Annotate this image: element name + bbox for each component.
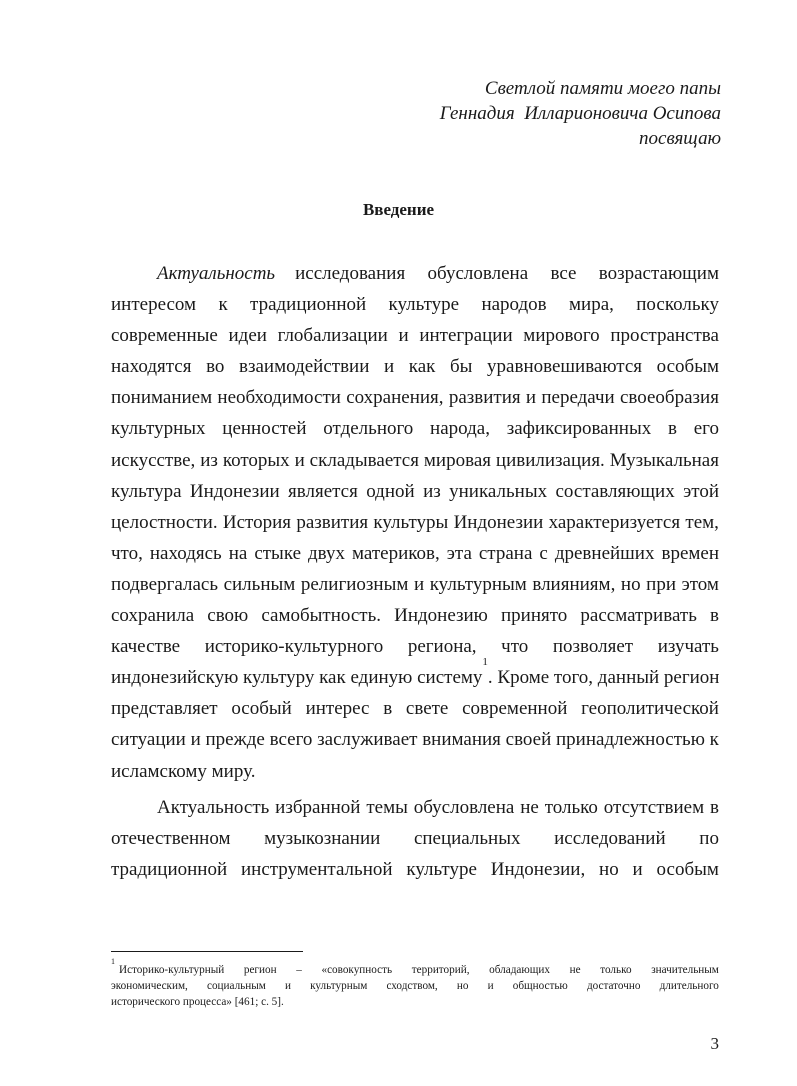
text-line	[111, 693, 719, 724]
word: находясь	[149, 542, 222, 564]
word: этой	[683, 480, 719, 502]
word: из	[200, 449, 218, 471]
word: качестве	[111, 636, 181, 658]
word: народа,	[430, 418, 490, 440]
word: характеризуется	[548, 511, 681, 533]
word: времен	[661, 542, 719, 564]
word: одной	[366, 480, 415, 502]
paragraph-end: исламскому миру.	[111, 760, 256, 782]
word: История	[222, 511, 292, 533]
word: сохранила	[111, 605, 195, 627]
word: длительного	[659, 980, 719, 992]
word: бы	[450, 356, 473, 378]
word: при	[646, 573, 676, 595]
word: не	[520, 796, 539, 818]
word: Индонезии	[189, 480, 280, 502]
word: зафиксированных	[506, 418, 652, 440]
word: своей	[505, 729, 552, 751]
footnote-line	[111, 957, 719, 978]
word: в	[383, 698, 393, 720]
word: влияниям,	[532, 573, 616, 595]
text-line	[111, 320, 719, 351]
word: все	[550, 263, 577, 284]
word: древнейших	[554, 542, 655, 564]
text-line	[111, 656, 720, 693]
text-line	[111, 258, 719, 289]
word: ситуации	[111, 729, 186, 751]
word: стыке	[254, 542, 302, 564]
word: общностью	[512, 980, 568, 992]
word: не	[569, 964, 581, 976]
word: и	[384, 356, 395, 378]
word: –	[296, 964, 302, 976]
word: в	[709, 605, 719, 627]
word: развития	[448, 387, 521, 409]
word: целостности.	[111, 511, 218, 533]
word: избранной	[275, 796, 361, 818]
word: отечественном	[111, 827, 231, 849]
text-line	[111, 289, 719, 320]
word: исследований	[554, 827, 666, 849]
word: своеобразия	[619, 387, 719, 409]
word: культурным	[310, 980, 368, 992]
word: подвергалась	[111, 573, 218, 595]
section-title: Введение	[362, 200, 435, 219]
word: в	[667, 418, 677, 440]
text-line	[111, 792, 719, 823]
footnote-line	[111, 978, 719, 994]
word: и	[294, 449, 305, 471]
word: принадлежностью	[556, 729, 705, 751]
text-line	[111, 569, 719, 600]
word: складывается	[309, 449, 419, 471]
word: но	[620, 573, 641, 595]
footnote-text-after: . Кроме того, данный регион	[487, 667, 720, 689]
text-line	[111, 724, 719, 755]
word: к	[709, 729, 719, 751]
word: интересом	[111, 294, 197, 316]
word: и	[632, 858, 643, 880]
word: позволяет	[552, 636, 634, 658]
word: его	[693, 418, 719, 440]
word: свете	[405, 698, 449, 720]
text-line	[111, 600, 719, 631]
word: особым	[656, 356, 719, 378]
word: поскольку	[636, 294, 719, 316]
word: интеграции	[419, 325, 513, 347]
word: обусловлена	[427, 263, 529, 284]
word: музыкознании	[264, 827, 381, 849]
word: развития	[296, 511, 369, 533]
word: культурным	[429, 573, 527, 595]
word: и	[525, 387, 537, 409]
footnote-divider	[111, 951, 303, 952]
word: традиционной	[111, 858, 228, 880]
word: Индонезии,	[490, 858, 586, 880]
word: отсутствием	[603, 796, 705, 818]
dedication-line: Геннадия Илларионовича Осипова	[439, 103, 721, 124]
dedication	[440, 76, 721, 151]
footnote-reference: 1	[482, 656, 488, 669]
word: достаточно	[586, 980, 641, 992]
word: отдельного	[323, 418, 414, 440]
word: по	[699, 827, 719, 849]
word: самобытность.	[261, 605, 381, 627]
word: народов	[481, 294, 547, 316]
word: культурных	[111, 418, 206, 440]
word: Актуальность	[157, 796, 270, 818]
word: уникальных	[449, 480, 548, 502]
text-line	[111, 413, 719, 444]
word: современные	[111, 325, 218, 347]
word: пониманием	[111, 387, 213, 409]
text-line	[111, 823, 719, 854]
dedication-line: посвящаю	[639, 128, 721, 149]
word: на	[228, 542, 248, 564]
word: территорий,	[411, 964, 470, 976]
word: сходством,	[386, 980, 438, 992]
word: ценностей	[222, 418, 307, 440]
word: этом	[681, 573, 719, 595]
text-line	[111, 507, 719, 538]
word: мировая	[423, 449, 491, 471]
word: пространства	[610, 325, 719, 347]
footnote-text-before: индонезийскую культуру как единую систему	[111, 667, 483, 689]
word: но	[456, 980, 469, 992]
text-line	[111, 351, 719, 382]
word: регион	[243, 964, 277, 976]
word: рассматривать	[580, 605, 697, 627]
word: культуры	[373, 511, 449, 533]
footnote	[111, 957, 719, 1010]
word: интерес	[305, 698, 370, 720]
word: значительным	[651, 964, 719, 976]
footnote-mark-wrap	[111, 957, 119, 978]
word: обладающих	[489, 964, 550, 976]
word: историко-культурного	[204, 636, 384, 658]
word: мира,	[569, 294, 614, 316]
word: специальных	[413, 827, 521, 849]
word: культура	[111, 480, 182, 502]
word: как	[408, 356, 436, 378]
word: и	[413, 573, 425, 595]
word: тем,	[685, 511, 719, 533]
word: религиозным	[300, 573, 409, 595]
word: Индонезии	[453, 511, 544, 533]
footnote-line-end: исторического процесса» [461; с. 5].	[111, 996, 284, 1008]
word: Музыкальная	[609, 449, 719, 471]
word: в	[710, 796, 719, 818]
word: и	[398, 325, 409, 347]
word: которых	[222, 449, 290, 471]
word: темы	[366, 796, 408, 818]
word: необходимости	[217, 387, 341, 409]
word: региона,	[407, 636, 477, 658]
word: во	[206, 356, 225, 378]
word: особый	[231, 698, 292, 720]
word: геополитической	[581, 698, 719, 720]
text-line	[111, 476, 719, 507]
word: Индонезию	[394, 605, 488, 627]
word: материков,	[352, 542, 440, 564]
word: мирового	[523, 325, 600, 347]
word: инструментальной	[240, 858, 393, 880]
word: является	[288, 480, 358, 502]
text-line	[111, 538, 719, 569]
word: культуре	[406, 858, 477, 880]
word: «совокупность	[321, 964, 393, 976]
word: современной	[462, 698, 568, 720]
word: составляющих	[555, 480, 675, 502]
word: и	[190, 729, 201, 751]
word: прежде	[205, 729, 265, 751]
word: и	[487, 980, 494, 992]
italic-term: Актуальность	[157, 263, 276, 284]
text-line	[111, 382, 719, 413]
word: цивилизация.	[495, 449, 605, 471]
line-rest	[275, 258, 719, 289]
word: идеи	[228, 325, 267, 347]
word: передачи	[541, 387, 615, 409]
word: но	[599, 858, 619, 880]
word: глобализации	[277, 325, 388, 347]
word: к	[218, 294, 228, 316]
word: изучать	[657, 636, 719, 658]
word: что,	[111, 542, 143, 564]
word: уравновешиваются	[487, 356, 643, 378]
word: только	[600, 964, 632, 976]
text-line	[111, 854, 719, 885]
word: из	[423, 480, 441, 502]
word: всего	[269, 729, 313, 751]
word: культуре	[388, 294, 460, 316]
footnote-mark: 1	[111, 957, 115, 966]
word: с	[539, 542, 548, 564]
word: обусловлена	[413, 796, 515, 818]
word: Историко-культурный	[119, 964, 225, 976]
word: двух	[308, 542, 346, 564]
word: что	[501, 636, 529, 658]
dedication-line: Светлой памяти моего папы	[484, 78, 721, 99]
word: социальным	[206, 980, 266, 992]
word: исследования	[295, 263, 406, 284]
word: взаимодействии	[239, 356, 370, 378]
word: страна	[478, 542, 533, 564]
word: особым	[656, 858, 719, 880]
word: внимания	[422, 729, 501, 751]
word: принято	[500, 605, 568, 627]
text-line	[111, 445, 719, 476]
word: находятся	[111, 356, 192, 378]
word: заслуживает	[317, 729, 418, 751]
word: возрастающим	[598, 263, 719, 284]
word: только	[544, 796, 598, 818]
word: эта	[446, 542, 472, 564]
word: сильным	[223, 573, 296, 595]
word: сохранения,	[346, 387, 444, 409]
word: экономическим,	[111, 980, 188, 992]
text-line	[111, 756, 719, 787]
word: и	[285, 980, 291, 992]
word: представляет	[111, 698, 218, 720]
word: свою	[207, 605, 249, 627]
text-line	[111, 631, 719, 662]
footnote-line-rest	[119, 962, 719, 978]
body-text	[111, 258, 719, 885]
footnote-line	[111, 994, 719, 1010]
word: традиционной	[250, 294, 367, 316]
page-number: 3	[710, 1034, 719, 1053]
word: искусстве,	[111, 449, 196, 471]
